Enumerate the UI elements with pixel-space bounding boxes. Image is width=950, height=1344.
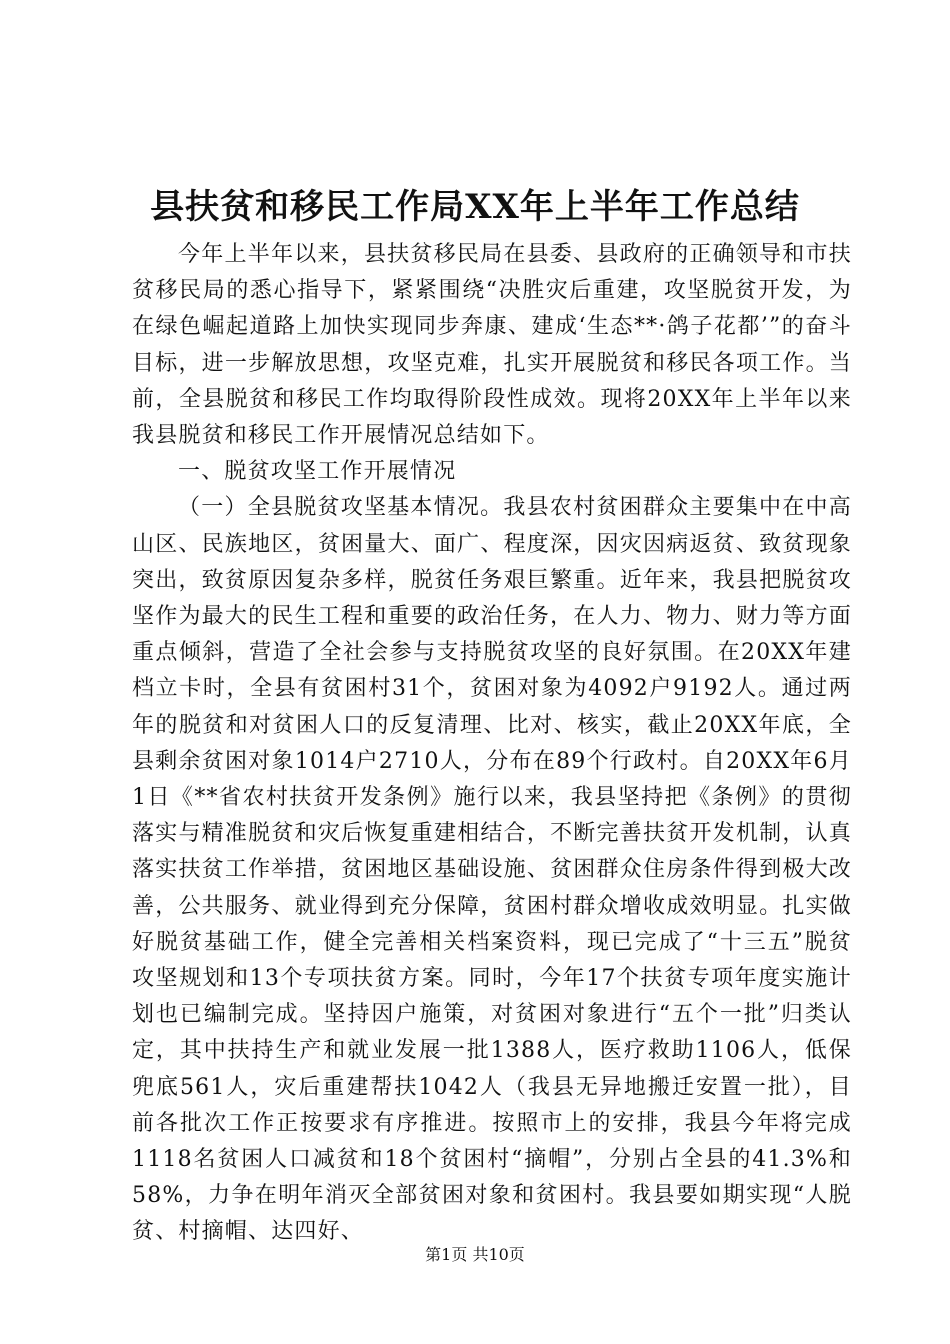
intro-paragraph: 今年上半年以来，县扶贫移民局在县委、县政府的正确领导和市扶贫移民局的悉心指导下，紧紧围绕“决胜灾后重建，攻坚脱贫开发，为在绿色崛起道路上加快实现同步奔康、建成‘生态**·鸽子花都’”的奋斗目标，进一步解放思想，攻坚克难，扎实开展脱贫和移民各项工作。当前，全县脱贫和移民工作均取得阶段性成效。现将20XX年上半年以来我县脱贫和移民工作开展情况总结如下。 bbox=[132, 242, 852, 449]
document-body bbox=[132, 237, 852, 1251]
section-heading: 一、脱贫攻坚工作开展情况 bbox=[178, 459, 457, 485]
document-title: 县扶贫和移民工作局XX年上半年工作总结 bbox=[150, 187, 800, 227]
page-number-footer: 第1页 共10页 bbox=[425, 1245, 525, 1264]
body-paragraph: （一）全县脱贫攻坚基本情况。我县农村贫困群众主要集中在中高山区、民族地区，贫困量大、面广、程度深，因灾因病返贫、致贫现象突出，致贫原因复杂多样，脱贫任务艰巨繁重。近年来，我县把脱贫攻坚作为最大的民生工程和重要的政治任务，在人力、物力、财力等方面重点倾斜，营造了全社会参与支持脱贫攻坚的良好氛围。在20XX年建档立卡时，全县有贫困村31个，贫困对象为4092户9192人。通过两年的脱贫和对贫困人口的反复清理、比对、核实，截止20XX年底，全县剩余贫困对象1014户2710人，分布在89个行政村。自20XX年6月1日《**省农村扶贫开发条例》施行以来，我县坚持把《条例》的贯彻落实与精准脱贫和灾后恢复重建相结合，不断完善扶贫开发机制，认真落实扶贫工作举措，贫困地区基础设施、贫困群众住房条件得到极大改善，公共服务、就业得到充分保障，贫困村群众增收成效明显。扎实做好脱贫基础工作，健全完善相关档案资料，现已完成了“十三五”脱贫攻坚规划和13个专项扶贫方案。同时，今年17个扶贫专项年度实施计划也已编制完成。坚持因户施策，对贫困对象进行“五个一批”归类认定，其中扶持生产和就业发展一批1388人，医疗救助1106人，低保兜底561人，灾后重建帮扶1042人（我县无异地搬迁安置一批），目前各批次工作正按要求有序推进。按照市上的安排，我县今年将完成1118名贫困人口减贫和18个贫困村“摘帽”，分别占全县的41.3%和58%，力争在明年消灭全部贫困对象和贫困村。我县要如期实现“人脱贫、村摘帽、达四好、 bbox=[132, 495, 852, 1245]
